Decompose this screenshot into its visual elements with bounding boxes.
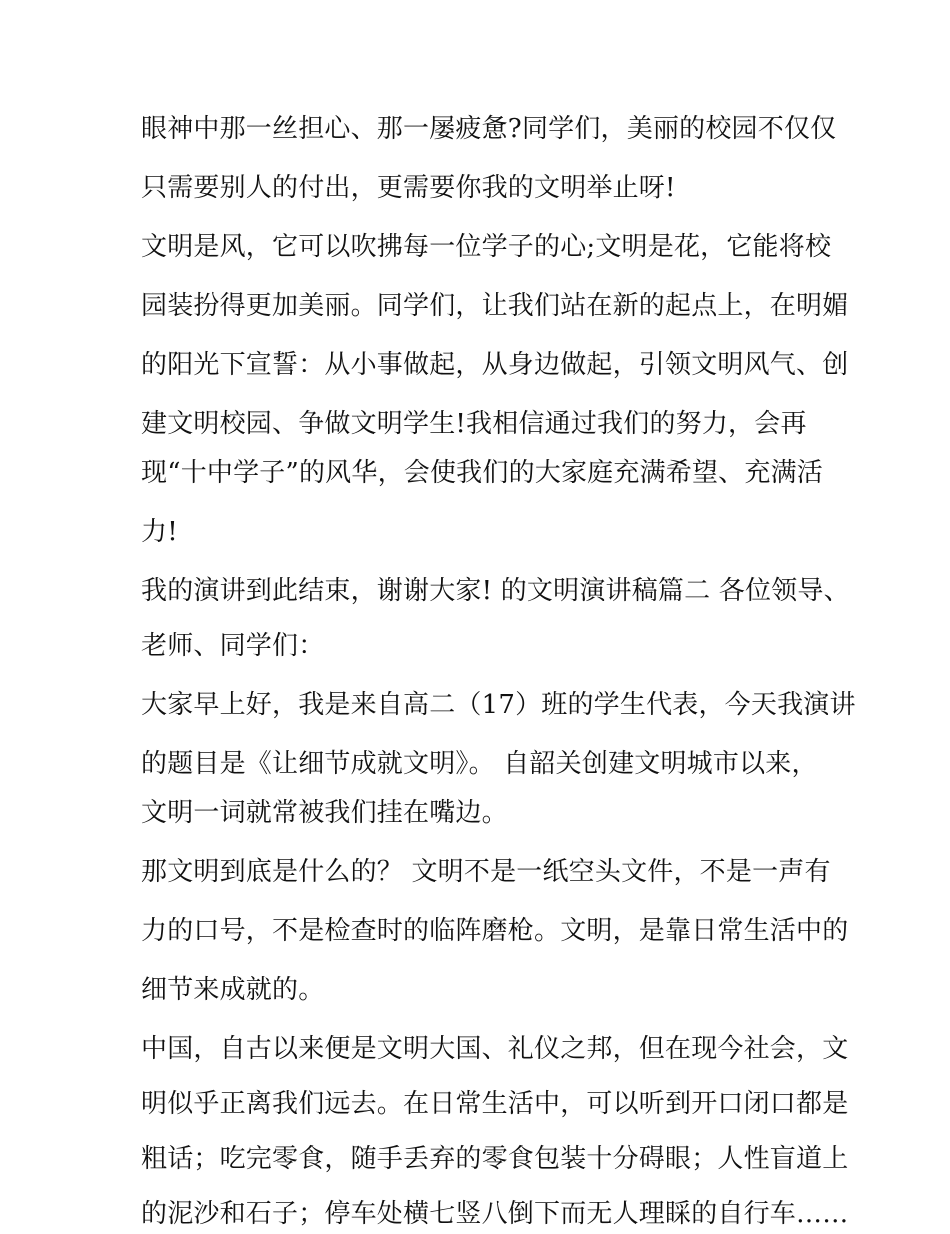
text-line: 大家早上好，我是来自高二（17）班的学生代表，今天我演讲 bbox=[141, 690, 856, 720]
text-line: 的泥沙和石子；停车处横七竖八倒下而无人理睬的自行车…… bbox=[141, 1199, 849, 1229]
text-line: 力! bbox=[141, 517, 178, 547]
text-line: 的题目是《让细节成就文明》。 自韶关创建文明城市以来， bbox=[141, 749, 818, 779]
text-line: 力的口号，不是检查时的临阵磨枪。文明，是靠日常生活中的 bbox=[141, 916, 849, 946]
text-line: 明似乎正离我们远去。在日常生活中，可以听到开口闭口都是 bbox=[141, 1089, 849, 1119]
text-line: 文明一词就常被我们挂在嘴边。 bbox=[141, 798, 508, 828]
text-line: 那文明到底是什么的？ 文明不是一纸空头文件，不是一声有 bbox=[141, 857, 831, 887]
text-line: 眼神中那一丝担心、那一屡疲惫?同学们，美丽的校园不仅仅 bbox=[141, 114, 837, 144]
text-line: 细节来成就的。 bbox=[141, 975, 325, 1005]
text-line: 园装扮得更加美丽。同学们，让我们站在新的起点上，在明媚 bbox=[141, 291, 849, 321]
text-line: 的阳光下宣誓：从小事做起，从身边做起，引领文明风气、创 bbox=[141, 350, 849, 380]
document-body bbox=[141, 110, 856, 1234]
text-line: 建文明校园、争做文明学生!我相信通过我们的努力，会再 bbox=[141, 409, 807, 439]
text-line: 只需要别人的付出，更需要你我的文明举止呀! bbox=[141, 173, 676, 203]
text-line: 老师、同学们： bbox=[141, 631, 325, 661]
text-line: 文明是风，它可以吹拂每一位学子的心;文明是花，它能将校 bbox=[141, 232, 832, 262]
text-line: 粗话；吃完零食，随手丢弃的零食包装十分碍眼；人性盲道上 bbox=[141, 1144, 849, 1174]
text-line: 现“十中学子”的风华，会使我们的大家庭充满希望、充满活 bbox=[141, 458, 823, 488]
text-line: 我的演讲到此结束，谢谢大家! 的文明演讲稿篇二 各位领导、 bbox=[141, 576, 850, 606]
text-line: 中国，自古以来便是文明大国、礼仪之邦，但在现今社会，文 bbox=[141, 1034, 849, 1064]
